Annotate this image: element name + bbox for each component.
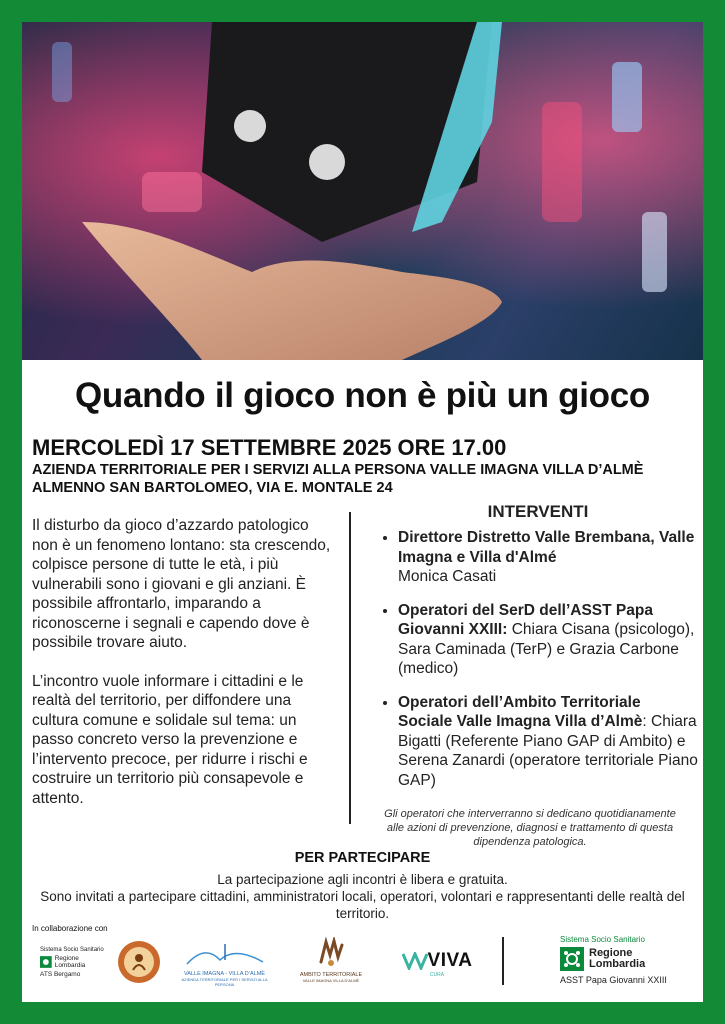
viva-mark-icon (402, 952, 428, 970)
speaker-names: Chiara Cisana (psicologo), Sara Caminada (TerP) e Grazia Carbone (medico) (398, 621, 695, 677)
interventi-title: INTERVENTI (487, 502, 589, 521)
viva-sub: CURA (429, 972, 445, 978)
valle-imagna-logo (177, 940, 272, 987)
ats-name: ATS Bergamo (40, 971, 81, 978)
description-paragraph: Il disturbo da gioco d’azzardo patologico non è un fenomeno lontano: sta crescendo, colpisce persone di tutte le età, i più vulnerabili sono i giovani e gli anziani. È possibile affrontarlo, imparando a riconoscerne i segnali e capendo dove è possibile trovare aiuto. (32, 517, 331, 651)
vi-sub: AZIENDA TERRITORIALE PER I SERVIZI ALLA PERSONA (181, 977, 268, 987)
list-item (398, 601, 698, 679)
interventi-section (378, 502, 698, 804)
description (32, 516, 332, 827)
mountain-icon (185, 940, 265, 966)
ambito-sub: VALLE IMAGNA VILLA D’ALMÈ (302, 978, 360, 983)
event-venue: AZIENDA TERRITORIALE PER I SERVIZI ALLA PERSONA VALLE IMAGNA VILLA D’ALMÈ (32, 462, 644, 478)
ats-bergamo-logo (40, 947, 110, 978)
hands-icon (316, 937, 346, 967)
list-item (398, 693, 698, 791)
collaboration-label: In collaborazione con (32, 924, 108, 933)
ats-top-text: Sistema Socio Sanitario (40, 947, 104, 953)
asst-name: ASST Papa Giovanni XXIII (560, 975, 667, 985)
speaker-role: Operatori dell’Ambito Territoriale Sociale Valle Imagna Villa d’Almè (398, 693, 643, 730)
round-badge-logo (117, 940, 161, 989)
event-address: ALMENNO SAN BARTOLOMEO, VIA E. MONTALE 24 (32, 480, 393, 496)
interventi-list (378, 528, 698, 790)
ambito-name: AMBITO TERRITORIALE (299, 972, 363, 978)
footer-divider (502, 937, 504, 985)
asst-logo (560, 935, 700, 985)
speaker-names: Monica Casati (398, 568, 497, 585)
asst-region-line1: Regione (589, 947, 633, 959)
ats-region-text: Regione Lombardia (54, 955, 86, 969)
participate-line: La partecipazione agli incontri è libera e gratuita. (217, 872, 508, 887)
column-divider (349, 512, 351, 824)
poster-page (22, 22, 703, 1002)
interventi-note: Gli operatori che interverranno si dedicano quotidianamente alle azioni di prevenzione, diagnosi e trattamento di questa dipendenza patologica. (384, 808, 676, 848)
dice-hand-illustration (22, 22, 703, 360)
participate-text (22, 871, 703, 922)
speaker-names: : Chiara Bigatti (Referente Piano GAP di Ambito) e Serena Zanardi (operatore territoriale Piano GAP) (398, 713, 698, 789)
participate-title: PER PARTECIPARE (294, 850, 431, 866)
list-item (398, 528, 698, 587)
ambito-logo (290, 937, 372, 983)
vi-name: VALLE IMAGNA - VILLA D’ALMÈ (184, 971, 265, 977)
event-date: MERCOLEDÌ 17 SETTEMBRE 2025 ORE 17.00 (32, 435, 507, 460)
participate-line: Sono invitati a partecipare cittadini, amministratori locali, operatori, volontari e rappresentanti delle realtà del territorio. (40, 889, 685, 921)
asst-top-text: Sistema Socio Sanitario (560, 935, 645, 944)
regione-cross-icon (560, 947, 584, 971)
description-paragraph: L’incontro vuole informare i cittadini e le realtà del territorio, per diffondere una cultura comune e solidale sul tema: un passo concreto verso la prevenzione e l’intervento precoce, per ridurre i rischi e costruire un territorio più consapevole e attento. (32, 672, 308, 807)
badge-icon (117, 940, 161, 984)
hero-image (22, 22, 703, 360)
viva-logo (392, 950, 482, 978)
speaker-role: Direttore Distretto Valle Brembana, Valle Imagna e Villa d'Almé (398, 529, 695, 566)
page-title: Quando il gioco non è più un gioco (74, 376, 651, 415)
asst-region-line2: Lombardia (589, 958, 646, 970)
regione-cross-icon (40, 956, 52, 968)
speaker-role: Operatori del SerD dell’ASST Papa Giovanni XXIII: (398, 601, 653, 638)
viva-text: VIVA (427, 950, 473, 971)
